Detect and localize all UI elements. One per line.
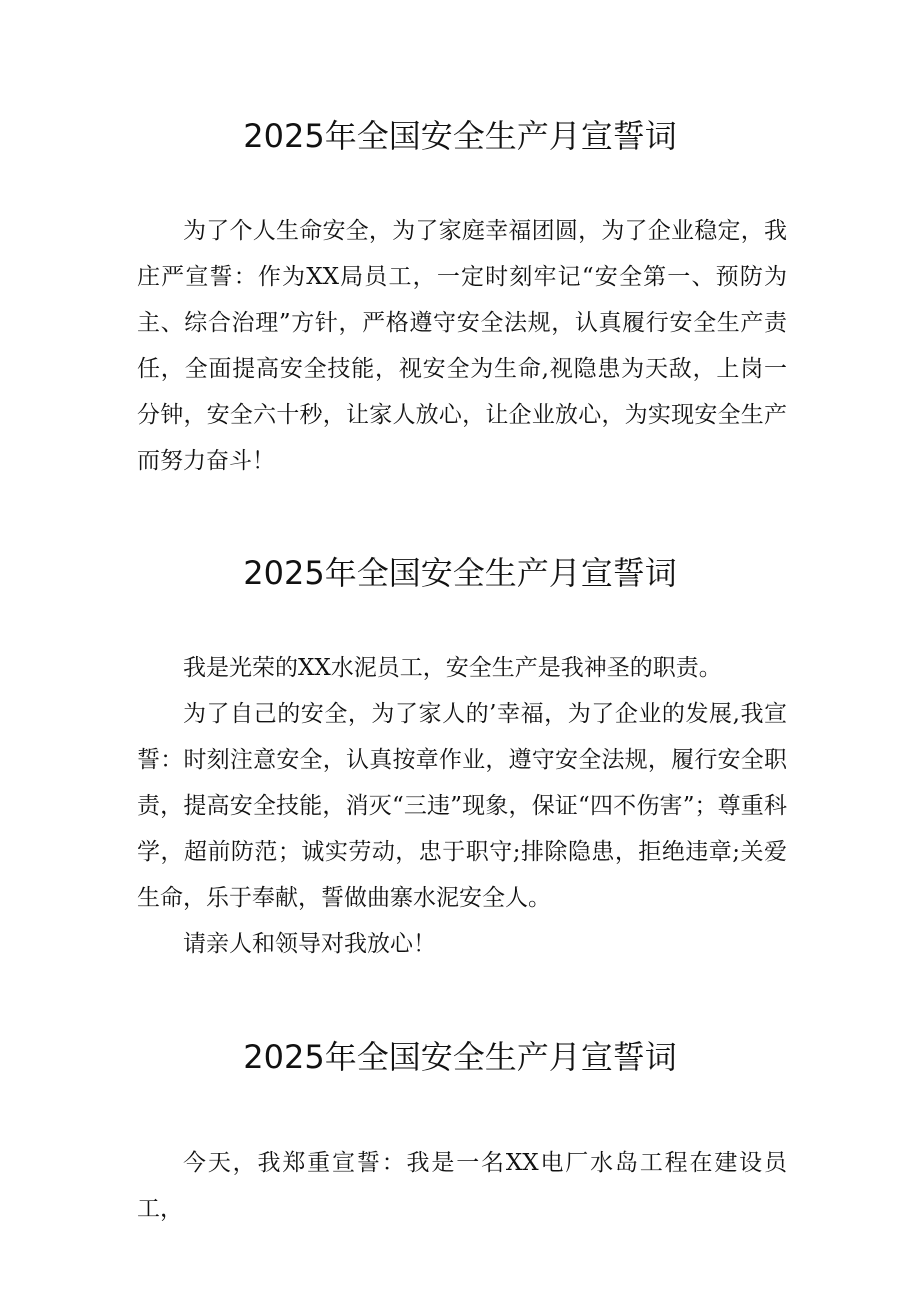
section-title-3: 2025年全国安全生产月宣誓词 xyxy=(243,1038,677,1076)
section-title-1: 2025年全国安全生产月宣誓词 xyxy=(243,117,677,155)
section-body-2 xyxy=(137,645,787,967)
section-body-3 xyxy=(137,1140,787,1232)
paragraph-2-2: 为了自己的安全，为了家人的’幸福，为了企业的发展,我宣誓：时刻注意安全，认真按章作业，遵守安全法规，履行安全职责，提高安全技能，消灭“三违”现象，保证“四不伤害”；尊重科学，超前防范；诚实劳动，忠于职守;排除隐患，拒绝违章;关爱生命，乐于奉献，誓做曲寨水泥安全人。 xyxy=(137,701,787,911)
section-body-1 xyxy=(137,208,787,484)
paragraph-3-1: 今天，我郑重宣誓：我是一名XX电厂水岛工程在建设员工， xyxy=(137,1150,787,1222)
paragraph-2-3: 请亲人和领导对我放心！ xyxy=(183,931,436,957)
paragraph-1-1: 为了个人生命安全，为了家庭幸福团圆，为了企业稳定，我庄严宣誓：作为XX局员工，一定时刻牢记“安全第一、预防为主、综合治理”方针，严格遵守安全法规，认真履行安全生产责任，全面提高安全技能，视安全为生命,视隐患为天敌，上岗一分钟，安全六十秒，让家人放心，让企业放心，为实现安全生产而努力奋斗！ xyxy=(137,218,787,474)
paragraph-2-1: 我是光荣的XX水泥员工，安全生产是我神圣的职责。 xyxy=(183,655,722,681)
section-title-2: 2025年全国安全生产月宣誓词 xyxy=(243,554,677,592)
